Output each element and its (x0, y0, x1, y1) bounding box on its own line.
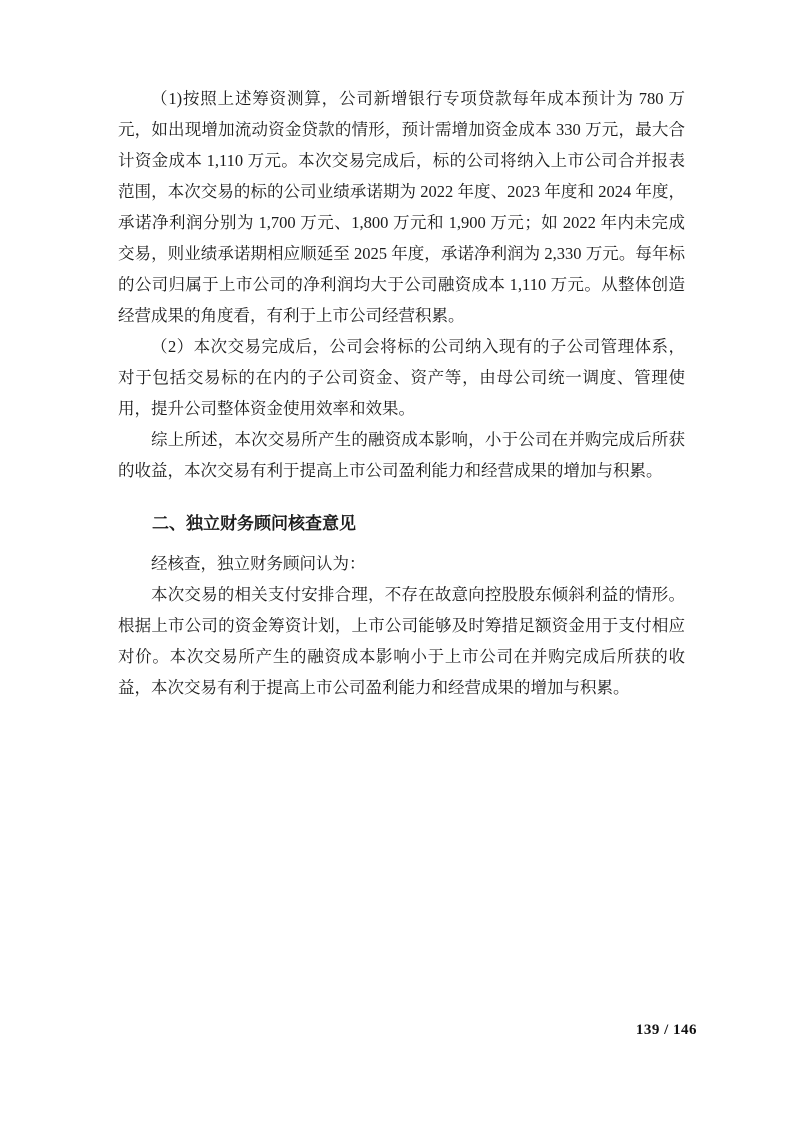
page-number: 139 / 146 (635, 1022, 697, 1038)
paragraph-advisor-opinion-body: 本次交易的相关支付安排合理，不存在故意向控股股东倾斜利益的情形。根据上市公司的资金筹资计划，上市公司能够及时筹措足额资金用于支付相应对价。本次交易所产生的融资成本影响小于上市公司在并购完成后所获的收益，本次交易有利于提高上市公司盈利能力和经营成果的增加与积累。 (118, 585, 685, 697)
section-heading-advisor-opinion: 二、独立财务顾问核查意见 (152, 514, 356, 533)
paragraph-summary-conclusion: 综上所述，本次交易所产生的融资成本影响，小于公司在并购完成后所获的收益，本次交易有利于提高上市公司盈利能力和经营成果的增加与积累。 (118, 430, 685, 480)
paragraph-subsidiary-management: （2）本次交易完成后，公司会将标的公司纳入现有的子公司管理体系，对于包括交易标的在内的子公司资金、资产等，由母公司统一调度、管理使用，提升公司整体资金使用效率和效果。 (118, 337, 685, 418)
paragraph-verification-intro: 经核查，独立财务顾问认为： (151, 554, 366, 573)
paragraph-financing-cost-estimate: （1)按照上述筹资测算，公司新增银行专项贷款每年成本预计为 780 万元，如出现增加流动资金贷款的情形，预计需增加资金成本 330 万元，最大合计资金成本 1,110 万元。本次交易完成后，标的公司将纳入上市公司合并报表范围，本次交易的标的公司业绩承诺期为 2022 年度、2023 年度和 2024 年度，承诺净利润分别为 1,700 万元、1,800 万元和 1,900 万元；如 2022 年内未完成交易，则业绩承诺期相应顺延至 2025 年度，承诺净利润为 2,330 万元。每年标的公司归属于上市公司的净利润均大于公司融资成本 1,110 万元。从整体创造经营成果的角度看，有利于上市公司经营积累。 (118, 89, 685, 325)
text-block (118, 83, 685, 703)
